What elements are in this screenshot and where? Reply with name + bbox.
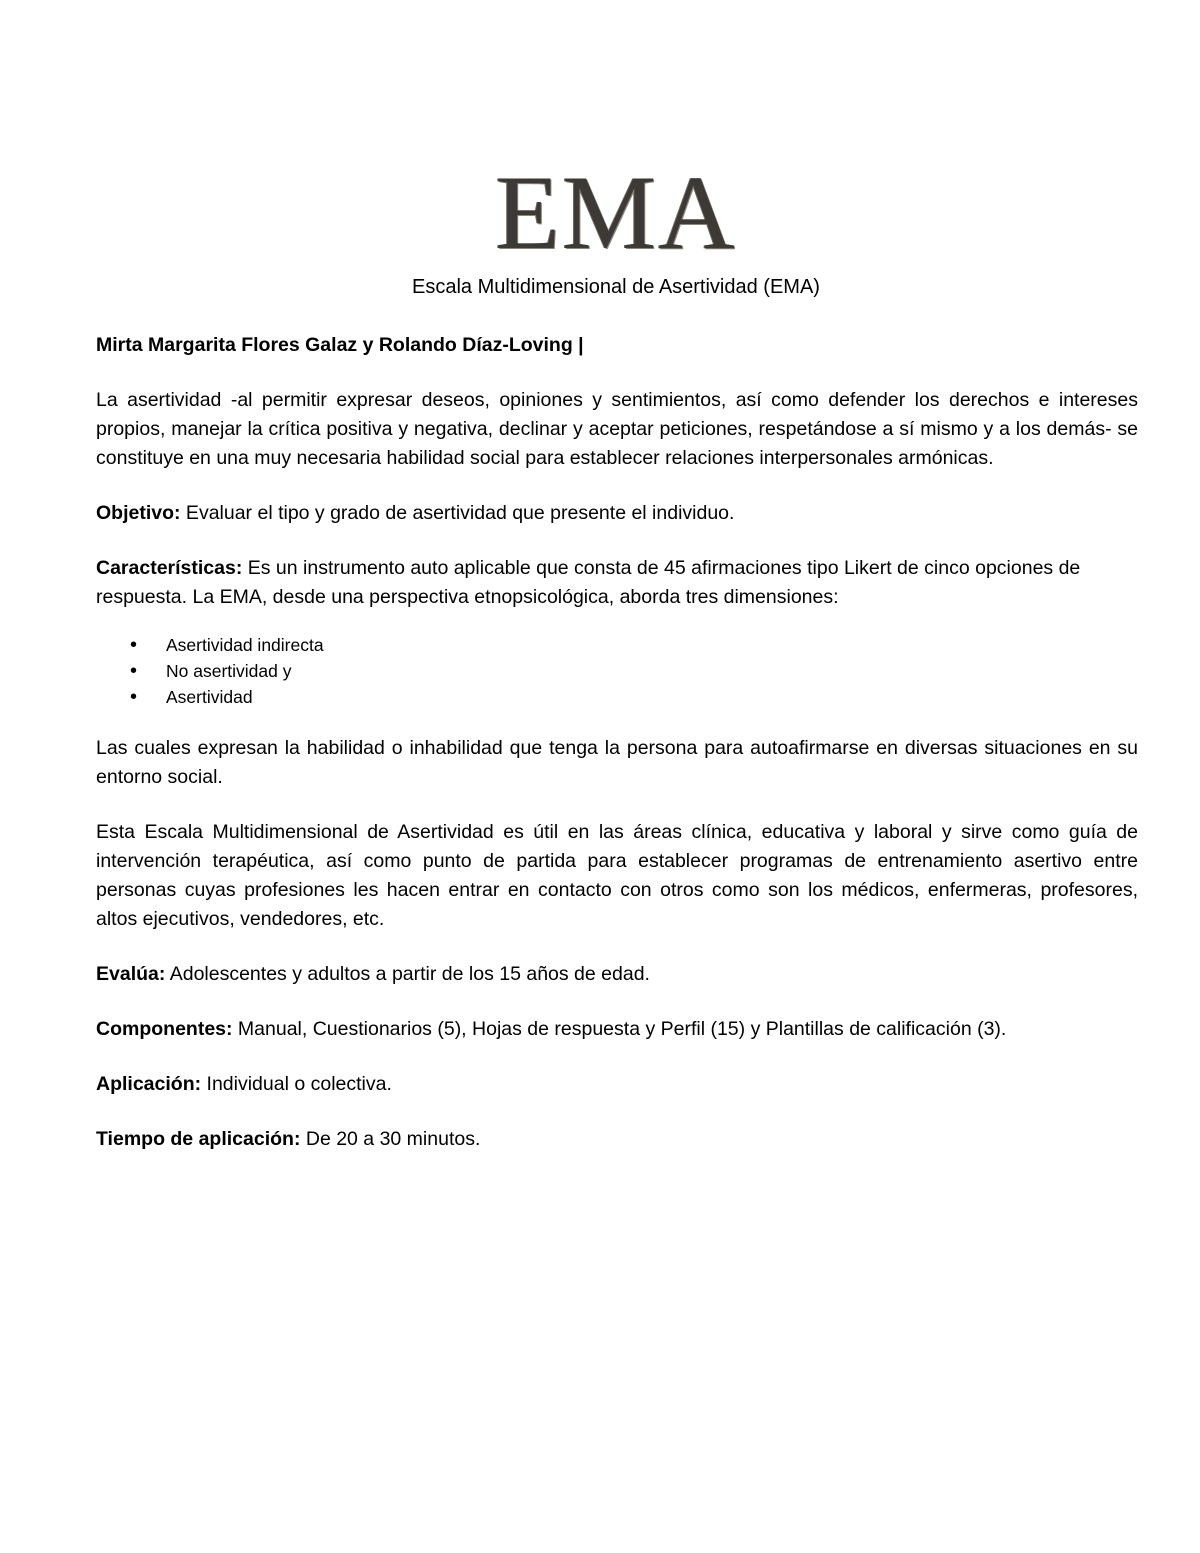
tiempo-label: Tiempo de aplicación: — [96, 1128, 301, 1150]
caracteristicas-paragraph — [96, 554, 1138, 612]
componentes-paragraph — [96, 1015, 1138, 1044]
componentes-text: Manual, Cuestionarios (5), Hojas de respuesta y Perfil (15) y Plantillas de calificación (3). — [232, 1018, 1007, 1040]
dimensions-list — [96, 632, 1138, 710]
list-item: • Asertividad indirecta — [96, 632, 1138, 658]
document-body — [96, 331, 1138, 1180]
caracteristicas-text: Es un instrumento auto aplicable que consta de 45 afirmaciones tipo Likert de cinco opciones de respuesta. La EMA, desde una perspectiva etnopsicológica, aborda tres dimensiones: — [96, 557, 1081, 608]
document-subtitle: Escala Multidimensional de Asertividad (EMA) — [412, 276, 820, 298]
authors-line: Mirta Margarita Flores Galaz y Rolando Díaz-Loving | — [96, 334, 584, 356]
objetivo-text: Evaluar el tipo y grado de asertividad que presente el individuo. — [180, 502, 735, 524]
evalua-text: Adolescentes y adultos a partir de los 15 años de edad. — [165, 963, 650, 985]
tiempo-text: De 20 a 30 minutos. — [300, 1128, 481, 1150]
evalua-paragraph — [96, 960, 1138, 989]
objetivo-paragraph — [96, 499, 1138, 528]
evalua-label: Evalúa: — [96, 963, 166, 985]
cuales-paragraph: Las cuales expresan la habilidad o inhabilidad que tenga la persona para autoafirmarse en diversas situaciones en su entorno social. — [96, 737, 1138, 788]
aplicacion-label: Aplicación: — [96, 1073, 202, 1095]
intro-paragraph: La asertividad -al permitir expresar deseos, opiniones y sentimientos, así como defender los derechos e intereses propios, manejar la crítica positiva y negativa, declinar y aceptar peticiones, respetándose a sí mismo y a los demás- se constituye en una muy necesaria habilidad social para establecer relaciones interpersonales armónicas. — [96, 389, 1138, 469]
list-item: • No asertividad y — [96, 658, 1138, 684]
aplicacion-text: Individual o colectiva. — [201, 1073, 392, 1095]
aplicacion-paragraph — [96, 1070, 1138, 1099]
ema-logo: EMA — [495, 154, 737, 271]
caracteristicas-label: Características: — [96, 557, 243, 579]
componentes-label: Componentes: — [96, 1018, 233, 1040]
objetivo-label: Objetivo: — [96, 502, 181, 524]
list-item: • Asertividad — [96, 684, 1138, 710]
esta-paragraph: Esta Escala Multidimensional de Asertividad es útil en las áreas clínica, educativa y laboral y sirve como guía de intervención terapéutica, así como punto de partida para establecer programas de entrenamiento asertivo entre personas cuyas profesiones les hacen entrar en contacto con otros como son los médicos, enfermeras, profesores, altos ejecutivos, vendedores, etc. — [96, 821, 1138, 930]
tiempo-paragraph — [96, 1125, 1138, 1154]
